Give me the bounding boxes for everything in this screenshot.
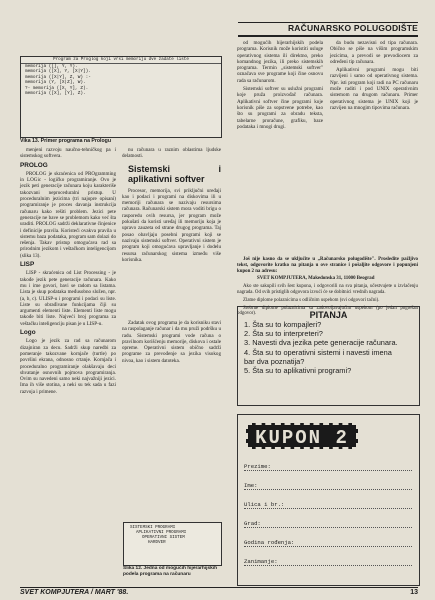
code-line: ?- memorija ([X, Y], Z). — [25, 85, 89, 91]
column-4 — [330, 40, 418, 255]
questions-box — [237, 306, 420, 406]
paragraph: Sistemski softver su uslužni programi koje pruža proizvođač računara. Aplikativni softver čine programi koje korisnik piše za sopstvene potrebe, kao što su programi za obradu teksta, tabelarne proračune, grafiku, baze podataka i mnogi drugi. — [237, 86, 323, 130]
paragraph: Logo je jezik za rad sa računarom dizajniran za decu. Sadrži skup naredbi za pomeranje takozvane kornjače (turtle) po površini ekrana, odnosno crtanje. Kornjača i proceduralno programiranje olakšavaju deci shvatanje osnovnih pojmova programiranja. Ovim su navedeni samo neki najvažniji jezici. Ima ih više stotina, a neki su tek sada u fazi razvoja i primene. — [20, 338, 116, 395]
paragraph: menjeni razvoju naučno-tehničkog pa i sistemskog softvera. — [20, 147, 116, 160]
question-item: 4. Šta su to operativni sistemi i navesti imena — [244, 347, 392, 357]
hierarchy-level: SISTEMSKI PROGRAMI — [130, 526, 176, 530]
section-heading-softver: Sistemski i aplikativni softver — [128, 163, 221, 184]
column-3 — [237, 40, 323, 255]
heading-prolog: PROLOG — [20, 161, 48, 169]
hierarchy-level: HARDVER — [148, 541, 166, 545]
question-item: 3. Navesti dva jezika pete generacije računara. — [244, 338, 398, 348]
coupon-banner: KUPON 2 — [246, 423, 358, 449]
question-item: 5. Šta su to aplikativni programi? — [244, 366, 352, 376]
question-item: 2. Šta su to interpreteri? — [244, 329, 323, 339]
coupon-field[interactable]: Grad: — [244, 520, 412, 528]
column-1 — [20, 147, 116, 585]
coupon-field[interactable]: Godina rođenja: — [244, 539, 412, 547]
paragraph: Procesor, memorija, svi priključni uređaji kao i podaci i programi na diskovima ili u memoriji računara se nazivaju resursima računara. Računarski sistem mora voditi brigu o rasporedu ovih resursa, jer program može pokušati da koristi uređaj ili memoriju koja je upravo zauzeta od strane drugog programa. Taj posao obavljaju posebni programi koji se nazivaju sistemski softver. Operativni sistem je program koji omogućava upravljanje i dodelu resursa računarskog sistema između više korisnika. — [122, 187, 221, 263]
heading-lisp: LISP — [20, 261, 35, 269]
footer-magazine: SVET KOMPJUTERA / MART '88. — [20, 589, 129, 596]
figure-13-caption: Vika 13. Primer programa na Prologu — [20, 138, 112, 144]
paragraph: od mogućih hijerarhijskih podela programa. Korisnik može koristiti usluge operativnog sistema ili direktno, preko komandnog jezika, ili preko sistemskih programa. Termin „sistemski softver" označava sve programe koji čine osnovu rada sa računarom. — [237, 40, 323, 84]
contest-intro: Još nije kasno da se uključite u „Računarsko polugodište". Prosledite pažljivo tekst, odgovorite kratko na pitanja u ove stranice i pošaljite odgovore i popunjeni kupon 2 na adresu: — [237, 257, 418, 274]
paragraph: Zadatak ovog programa je da korisniku stavi na raspolaganje računar i da mu pruži podršku u radu. Sistemski programi vode računa o pravilnom korišćenju memorije, diskova i ostale opreme. Operativni sistem obično sadrži programe za prevođenje sa jezika visokog nivoa, kao i sistem datoteka. — [122, 320, 221, 364]
hierarchy-figure — [123, 522, 222, 566]
question-item: 1. Šta su to kompajleri? — [244, 320, 322, 329]
question-item: bar dva poznatija? — [244, 356, 305, 366]
section-header — [238, 22, 418, 37]
code-lines — [21, 64, 221, 96]
hierarchy-level: APLIKATIVNI PROGRAMI — [136, 531, 187, 535]
code-line: memorija ([], Y, Y). — [25, 64, 78, 69]
paragraph: Aplikativni programi mogu biti razvijeni i samo od operativnog sistema. Npr. isti program koji radi na PC računaru može raditi i pod UNIX operativnim sistemom na drugom računaru. Primer operativnog sistema je UNIX koji je razvijen na mnogim tipovima računara. — [330, 67, 418, 111]
questions-title: PITANJA — [309, 310, 348, 320]
page-footer — [20, 587, 418, 596]
questions-list — [238, 320, 419, 375]
code-line: memorija ([X], Y, [X|Y]). — [25, 69, 91, 75]
coupon-field[interactable]: Ime: — [244, 482, 412, 490]
column-2b — [122, 320, 221, 520]
coupon-field[interactable]: Zanimanje: — [244, 558, 412, 566]
paragraph: PROLOG je skraćenica od PROgramming in LOGic - logičko programiranje. Ovo je jezik peti generacije računara koju karakteriše takozvani neproceduralni pristup. U proceduralnim jezicima (tri najopre opisani) programiranje je proces davanja instrukcija računaru kako rešiti problem. Jezici pete generacije ne bave se problemom kako već šta uraditi. PROLOG sadrži deklarativne činjenice i definicije pravila. Koristeći ovakva pravila u sistemu baza podataka, program sam dolazi do rešenja. Takav pristup omogućava rad sa prirodnim jezikom i veštačkom inteligencijom (slika 13). — [20, 170, 116, 259]
coupon-field[interactable]: Ulica i br.: — [244, 501, 412, 509]
award-silver: Srebrne diplome polaznicima sa zadovoljavajućim uspehom (po jedan pogrešan odgovor). — [237, 305, 418, 317]
column-2 — [122, 147, 221, 317]
hierarchy-level: OPERATIVNI SISTEM — [142, 536, 185, 540]
figure-title: Program za Proglog koji vrsi memoriju dve zadate liste — [21, 57, 221, 64]
page-number: 13 — [410, 589, 418, 596]
paragraph: da budu nezavisni od tipa računara. Obično se piše na višim programskim jezicima, a prevodi se prevodiocem za određeni tip računara. — [330, 40, 418, 65]
heading-logo: Logo — [20, 329, 36, 337]
paragraph: LISP - skraćenica od List Processing - je takođe jezik pete generacije računara. Kako mu i ime govori, bavi se radom sa listama. Lista je skup podataka međusobno složen, npr. (a, b, c). ULISP-u i programi i podaci su liste. Liste su obrađivane funkcijama čiji su argumenti elementi liste. Elementi liste mogu takođe biti liste. Najveći broj programa za veštačku inteligenciju pisan je u LISP-u. — [20, 270, 116, 327]
figure-12-caption: Slika 12. Jedna od mogućih hijerarhijskih podela programa na računaru — [123, 566, 218, 577]
contest-announcement — [237, 257, 418, 317]
award-gold: Zlatne diplome polaznicima s odličnim uspehom (svi odgovori tačni). — [243, 297, 380, 303]
prolog-code-figure — [20, 56, 222, 138]
code-line: memorija ([X|Y], Z, W) :- — [25, 74, 91, 80]
section-title: RAČUNARSKO POLUGODIŠTE — [287, 23, 418, 33]
coupon-field[interactable]: Prezime: — [244, 463, 412, 471]
hierarchy-lines — [124, 523, 221, 546]
code-line: memorija (Y, [X|Z], W). — [25, 80, 86, 86]
contest-address: SVET KOMPJUTERA, Makedonska 31, 11000 Beograd — [257, 276, 375, 282]
contest-rules: Ako ste sakupili svih šest kupona, i odgovorili na sva pitanja, učestvujete u izvlačenju nagrada. Od svih pristiglih odgovora izvući će se dobitnici vrednih nagrada. — [237, 284, 418, 295]
coupon-form — [237, 414, 420, 586]
paragraph: nu računara u raznim oblastima ljudske delatnosti. — [122, 147, 221, 160]
code-line: memorija ([X], [Y], Z). — [25, 91, 86, 97]
